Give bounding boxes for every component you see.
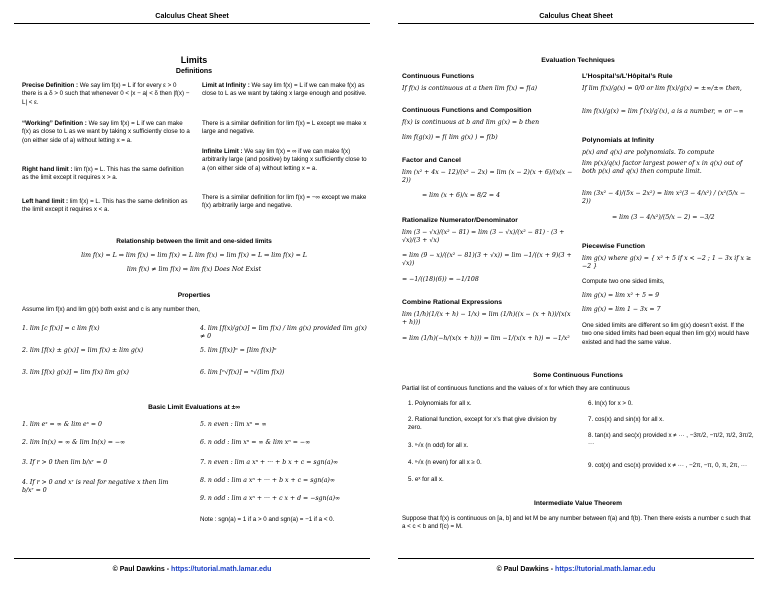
page-footer xyxy=(14,558,370,574)
cont-item-1: 1. Polynomials for all x. xyxy=(408,400,472,407)
section-title: Limits xyxy=(180,55,208,65)
continuous-heading: Continuous Functions xyxy=(402,73,475,80)
cont-item-9: 9. cot(x) and csc(x) provided x ≠ ··· , −2π, −π, 0, π, 2π, ··· xyxy=(588,462,748,469)
working-title: “Working” Definition : xyxy=(22,120,87,127)
continuous-functions-intro: Partial list of continuous functions and the values of x for which they are continuous xyxy=(402,385,630,392)
rationalize-line-3: = −1/((18)(6)) = −1/108 xyxy=(402,276,479,283)
polynomials-heading: Polynomials at Infinity xyxy=(582,137,655,144)
working-body: We say lim f(x) = L if we can make f(x) as close to L as we want by taking x sufficiently close to a (on either side of a) without letting x = a. xyxy=(22,120,190,144)
property-1: 1. lim [c f(x)] = c lim f(x) xyxy=(22,325,100,332)
right-page xyxy=(384,0,768,593)
footer-link[interactable]: https://tutorial.math.lamar.edu xyxy=(555,566,656,573)
right-body: lim f(x) = L. This has the same definition as the limit except it requires x > a. xyxy=(22,166,184,182)
left-hand-limit xyxy=(22,198,190,215)
relationship-line-1: lim f(x) = L ⇒ lim f(x) = lim f(x) = L lim f(x) = lim f(x) = L ⇒ lim f(x) = L xyxy=(81,252,307,259)
piecewise-conclusion: One sided limits are different so lim g(x) doesn’t exist. If the two one sided limits had been equal then lim g(x) would have existed and had the same value. xyxy=(582,322,750,346)
combine-line-2: = lim (1/h)(−h/(x(x + h))) = lim −1/(x(x + h)) = −1/x² xyxy=(402,335,570,342)
poly-body-1: p(x) and q(x) are polynomials. To compute xyxy=(582,149,715,156)
cont-item-7: 7. cos(x) and sin(x) for all x. xyxy=(588,416,664,423)
piecewise-limit-2: lim g(x) = lim 1 − 3x = 7 xyxy=(582,306,661,313)
basic-2: 2. lim ln(x) = ∞ & lim ln(x) = −∞ xyxy=(22,439,126,446)
ivt-body: Suppose that f(x) is continuous on [a, b] and let M be any number between f(a) and f(b). Then there exists a number c such that a < c < b and f(c) = M. xyxy=(402,515,751,531)
cont-item-5: 5. eˣ for all x. xyxy=(408,476,444,483)
factor-line-2: = lim (x + 6)/x = 8/2 = 4 xyxy=(422,192,501,199)
page-header: Calculus Cheat Sheet xyxy=(398,0,754,24)
working-definition xyxy=(22,120,190,145)
piecewise-body: lim g(x) where g(x) = { x² + 5 if x < −2 ; 1 − 3x if x ≥ −2 } xyxy=(582,255,752,271)
piecewise-heading: Piecewise Function xyxy=(582,243,646,250)
precise-title: Precise Definition : xyxy=(22,82,79,89)
composition-body: f(x) is continuous at b and lim g(x) = b then xyxy=(402,119,540,126)
infinite-limit xyxy=(202,148,370,173)
piecewise-compute: Compute two one sided limits, xyxy=(582,278,665,285)
property-6: 6. lim [ⁿ√f(x)] = ⁿ√(lim f(x)) xyxy=(200,369,285,376)
footer-author: © Paul Dawkins - xyxy=(496,566,556,573)
rationalize-line-1: lim (3 − √x)/(x² − 81) = lim (3 − √x)/(x² − 81) · (3 + √x)/(3 + √x) xyxy=(402,229,565,245)
properties-intro: Assume lim f(x) and lim g(x) both exist and c is any number then, xyxy=(22,306,200,313)
footer-link[interactable]: https://tutorial.math.lamar.edu xyxy=(171,566,272,573)
poly-body-2: lim p(x)/q(x) factor largest power of x in q(x) out of both p(x) and q(x) then compute limit. xyxy=(582,160,743,176)
definitions-heading: Definitions xyxy=(175,68,213,75)
basic-7: 7. n even : lim a xⁿ + ··· + b x + c = sgn(a)∞ xyxy=(200,459,339,466)
sgn-note: Note : sgn(a) = 1 if a > 0 and sgn(a) = −1 if a < 0. xyxy=(200,516,335,523)
property-4: 4. lim [f(x)/g(x)] = lim f(x) / lim g(x) provided lim g(x) ≠ 0 xyxy=(200,325,367,341)
neg-infinity-definition: There is a similar definition for lim f(x) = L except we make x large and negative. xyxy=(202,120,367,136)
relationship-line-2: lim f(x) ≠ lim f(x) ⇒ lim f(x) Does Not Exist xyxy=(126,266,262,273)
neg-infinite-definition: There is a similar definition for lim f(x) = −∞ except we make f(x) arbitrarily large and negative. xyxy=(202,194,367,210)
rationalize-line-2: = lim (9 − x)/((x² − 81)(3 + √x)) = lim −1/((x + 9)(3 + √x)) xyxy=(402,252,572,268)
inf-body: We say lim f(x) = L if we can make f(x) as close to L as we want by taking x large enough and positive. xyxy=(202,82,367,98)
page-footer xyxy=(398,558,754,574)
composition-formula: lim f(g(x)) = f( lim g(x) ) = f(b) xyxy=(402,134,498,141)
rationalize-heading: Rationalize Numerator/Denominator xyxy=(402,217,518,224)
cont-item-4: 4. ⁿ√x (n even) for all x ≥ 0. xyxy=(408,459,482,466)
factor-line-1: lim (x² + 4x − 12)/(x² − 2x) = lim (x − 2)(x + 6)/(x(x − 2)) xyxy=(402,169,573,185)
basic-3: 3. If r > 0 then lim b/xʳ = 0 xyxy=(22,459,108,466)
cont-item-8: 8. tan(x) and sec(x) provided x ≠ ··· , −3π/2, −π/2, π/2, 3π/2, ··· xyxy=(588,432,754,448)
combine-line-1: lim (1/h)(1/(x + h) − 1/x) = lim (1/h)((x − (x + h))/(x(x + h))) xyxy=(402,311,571,327)
continuous-functions-heading: Some Continuous Functions xyxy=(533,372,623,379)
poly-line-2: = lim (3 − 4/x²)/(5/x − 2) = −3/2 xyxy=(612,214,715,221)
property-5: 5. lim [f(x)]ⁿ = [lim f(x)]ⁿ xyxy=(200,347,277,354)
poly-line-1: lim (3x² − 4)/(5x − 2x²) = lim x²(3 − 4/x²) / (x²(5/x − 2)) xyxy=(582,190,746,206)
properties-heading: Properties xyxy=(177,292,211,299)
combine-heading: Combine Rational Expressions xyxy=(402,299,503,306)
basic-9: 9. n odd : lim a xⁿ + ··· + c x + d = −sgn(a)∞ xyxy=(200,495,341,502)
basic-4: 4. If r > 0 and xʳ is real for negative x then lim b/xʳ = 0 xyxy=(22,479,169,495)
precise-definition xyxy=(22,82,190,107)
limits-content xyxy=(18,26,370,553)
left-body: lim f(x) = L. This has the same definition as the limit except it requires x < a. xyxy=(22,198,188,214)
basic-8: 8. n odd : lim a xⁿ + ··· + b x + c = sgn(a)∞ xyxy=(200,477,335,484)
right-hand-limit xyxy=(22,166,190,183)
infinite-body: We say lim f(x) = ∞ if we can make f(x) arbitrarily large (and positive) by taking x sufficiently close to a (on either side of a) without letting x = a. xyxy=(202,148,367,172)
infinite-title: Infinite Limit : xyxy=(202,148,243,155)
lhopital-formula: lim f(x)/g(x) = lim f′(x)/g′(x), a is a number, ∞ or −∞ xyxy=(582,108,744,115)
inf-title: Limit at Infinity : xyxy=(202,82,250,89)
factor-heading: Factor and Cancel xyxy=(402,157,461,164)
left-title: Left hand limit : xyxy=(22,198,69,205)
piecewise-limit-1: lim g(x) = lim x² + 5 = 9 xyxy=(582,292,660,299)
cont-item-2: 2. Rational function, except for x’s that give division by zero. xyxy=(408,416,557,432)
basic-5: 5. n even : lim xⁿ = ∞ xyxy=(200,421,267,428)
continuous-body: If f(x) is continuous at a then lim f(x) = f(a) xyxy=(402,85,538,92)
right-title: Right hand limit : xyxy=(22,166,73,173)
basic-1: 1. lim eˣ = ∞ & lim eˣ = 0 xyxy=(22,421,102,428)
page-header: Calculus Cheat Sheet xyxy=(14,0,370,24)
precise-body: We say lim f(x) = L if for every ε > 0 there is a δ > 0 such that whenever 0 < |x − a| < δ then |f(x) − L| < ε. xyxy=(22,82,190,106)
evaluation-content xyxy=(402,26,754,553)
cont-item-6: 6. ln(x) for x > 0. xyxy=(588,400,633,407)
footer-author: © Paul Dawkins - xyxy=(112,566,172,573)
cont-item-3: 3. ⁿ√x (n odd) for all x. xyxy=(408,442,469,449)
limit-at-infinity xyxy=(202,82,370,99)
lhopital-body: If lim f(x)/g(x) = 0/0 or lim f(x)/g(x) = ±∞/±∞ then, xyxy=(582,85,742,92)
ivt-heading: Intermediate Value Theorem xyxy=(534,500,622,507)
basic-limits-heading: Basic Limit Evaluations at ±∞ xyxy=(148,404,240,411)
lhopital-heading: L’Hospital’s/L’Hôpital’s Rule xyxy=(582,73,673,80)
section-title: Evaluation Techniques xyxy=(541,57,615,64)
composition-heading: Continuous Functions and Composition xyxy=(402,107,532,114)
relationship-heading: Relationship between the limit and one-sided limits xyxy=(116,238,272,245)
property-3: 3. lim [f(x) g(x)] = lim f(x) lim g(x) xyxy=(22,369,129,376)
basic-6: 6. n odd : lim xⁿ = ∞ & lim xⁿ = −∞ xyxy=(200,439,311,446)
property-2: 2. lim [f(x) ± g(x)] = lim f(x) ± lim g(x) xyxy=(22,347,144,354)
